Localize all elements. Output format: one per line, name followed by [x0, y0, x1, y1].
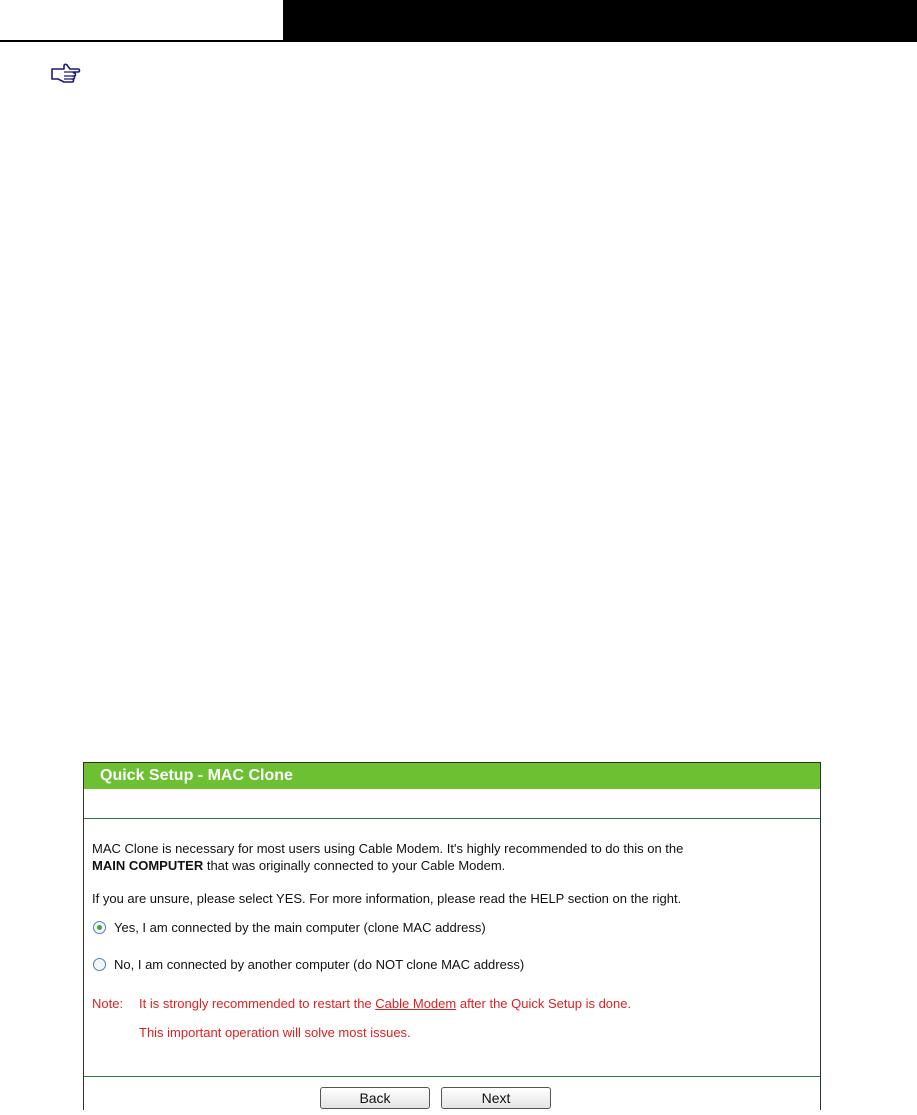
note-text-before: It is strongly recommended to restart the [139, 996, 372, 1011]
pointing-hand-icon [50, 60, 82, 86]
intro-part2: that was originally connected to your Cable Modem. [206, 858, 506, 873]
header-left-block [0, 0, 283, 42]
option-yes-label: Yes, I am connected by the main computer (clone MAC address) [114, 919, 486, 935]
option-no-label: No, I am connected by another computer (do NOT clone MAC address) [114, 956, 525, 972]
note-line-2: This important operation will solve most issues. [139, 1025, 411, 1040]
note-text [139, 996, 631, 1011]
option-no-clone-mac[interactable] [93, 955, 524, 973]
intro-bold: MAIN COMPUTER [92, 858, 204, 873]
intro-text [92, 840, 792, 874]
radio-no[interactable] [93, 958, 106, 971]
manual-page-header [0, 0, 917, 42]
option-clone-mac[interactable] [93, 918, 486, 936]
next-button[interactable]: Next [441, 1087, 551, 1109]
unsure-text: If you are unsure, please select YES. For more information, please read the HELP section on the right. [92, 891, 682, 906]
back-button[interactable]: Back [320, 1087, 430, 1109]
title-sub-bar [84, 789, 820, 819]
note-label: Note: [92, 996, 124, 1011]
header-right-block [283, 0, 917, 42]
window-title: Quick Setup - MAC Clone [84, 763, 820, 789]
window-body [84, 819, 820, 1071]
quick-setup-mac-clone-window [83, 762, 821, 1110]
note-text-after: after the Quick Setup is done. [459, 996, 632, 1011]
cable-modem-link[interactable]: Cable Modem [375, 996, 457, 1011]
button-bar [84, 1076, 820, 1110]
intro-part1: MAC Clone is necessary for most users using Cable Modem. It's highly recommended to do this on the [92, 841, 684, 856]
radio-yes[interactable] [93, 921, 106, 934]
